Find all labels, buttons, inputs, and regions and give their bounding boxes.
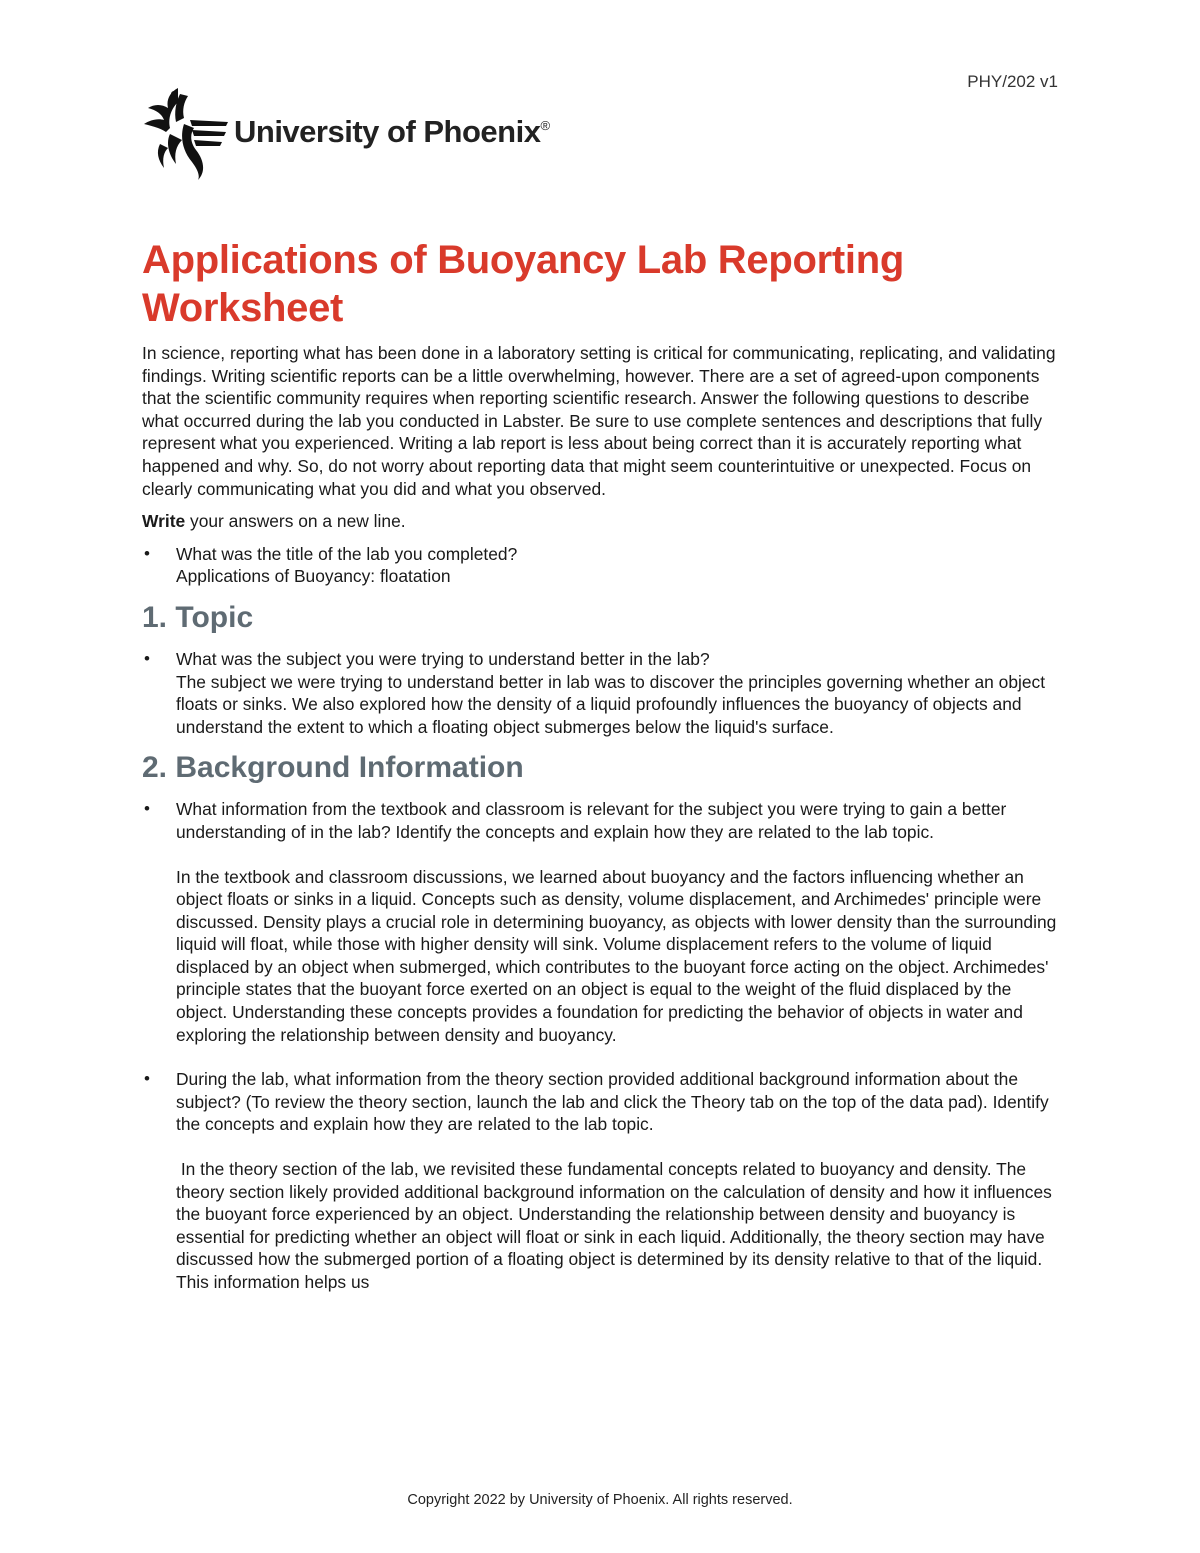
section-heading-background: 2. Background Information xyxy=(142,751,524,785)
logo-wordmark: University of Phoenix® xyxy=(234,114,550,149)
question-text: • During the lab, what information from the theory section provided additional background information about the subject? (To review the theory section, launch the lab and click the Theory tab on the top of the data pad). Identify the concepts and explain how they are related to the lab topic. xyxy=(176,1069,1049,1135)
question-text: • What was the title of the lab you completed? xyxy=(176,543,518,564)
lab-title-list xyxy=(142,543,1062,588)
list-item xyxy=(142,798,1062,1046)
phoenix-bird-icon xyxy=(140,84,230,180)
list-item xyxy=(142,648,1062,738)
document-body xyxy=(142,236,1062,1306)
background-question-list xyxy=(142,798,1062,1293)
document-title: Applications of Buoyancy Lab Reporting Worksheet xyxy=(142,238,904,330)
answer-text: In the theory section of the lab, we revisited these fundamental concepts related to buoyancy and density. The theory section likely provided additional background information on the calculation of density and how it influences the buoyant force experienced by an object. Understanding the relationship between density and buoyancy is essential for predicting whether an object will float or sink in each liquid. Additionally, the theory section may have discussed how the submerged portion of a floating object is determined by its density relative to that of the liquid. This information helps us xyxy=(176,1159,1057,1292)
answer-text: The subject we were trying to understand better in lab was to discover the principles governing whether an object floats or sinks. We also explored how the density of a liquid profoundly influences the buoyancy of objects and understand the extent to which a floating object submerges below the liquid's surface. xyxy=(176,671,1046,737)
question-text: • What was the subject you were trying to understand better in the lab? xyxy=(176,648,710,669)
intro-paragraph: In science, reporting what has been done in a laboratory setting is critical for communicating, replicating, and validating findings. Writing scientific reports can be a little overwhelming, however. There are a set of agreed-upon components that the scientific community requires when reporting scientific research. Answer the following questions to describe what occurred during the lab you conducted in Labster. Be sure to use complete sentences and descriptions that fully represent what you experienced. Writing a lab report is less about being correct than it is accurately reporting what happened and why. So, do not worry about reporting data that might seem counterintuitive or unexpected. Focus on clearly communicating what you did and what you observed. xyxy=(142,343,1056,499)
list-item xyxy=(142,543,1062,588)
question-text: • What information from the textbook and classroom is relevant for the subject you were trying to gain a better understanding of in the lab? Identify the concepts and explain how they are related to the lab topic. xyxy=(176,799,1007,842)
section-heading-topic: 1. Topic xyxy=(142,600,254,634)
answer-text: Applications of Buoyancy: floatation xyxy=(176,566,451,587)
answer-text: In the textbook and classroom discussions, we learned about buoyancy and the factors influencing whether an object floats or sinks in a liquid. Concepts such as density, volume displacement, and Archimedes' principle were discussed. Density plays a crucial role in determining buoyancy, as objects with lower density than the surrounding liquid will float, while those with higher density will sink. Volume displacement refers to the volume of liquid displaced by an object when submerged, which contributes to the buoyant force acting on the object. Archimedes' principle states that the buoyant force exerted on an object is equal to the weight of the fluid displaced by the object. Understanding these concepts provides a foundation for predicting the behavior of objects in water and exploring the relationship between density and buoyancy. xyxy=(176,866,1057,1045)
list-item xyxy=(142,1068,1062,1293)
copyright-footer: Copyright 2022 by University of Phoenix. All rights reserved. xyxy=(407,1492,793,1508)
write-instruction: Write your answers on a new line. xyxy=(142,511,406,532)
university-logo xyxy=(140,84,570,180)
document-code: PHY/202 v1 xyxy=(967,72,1058,91)
topic-question-list xyxy=(142,648,1062,738)
